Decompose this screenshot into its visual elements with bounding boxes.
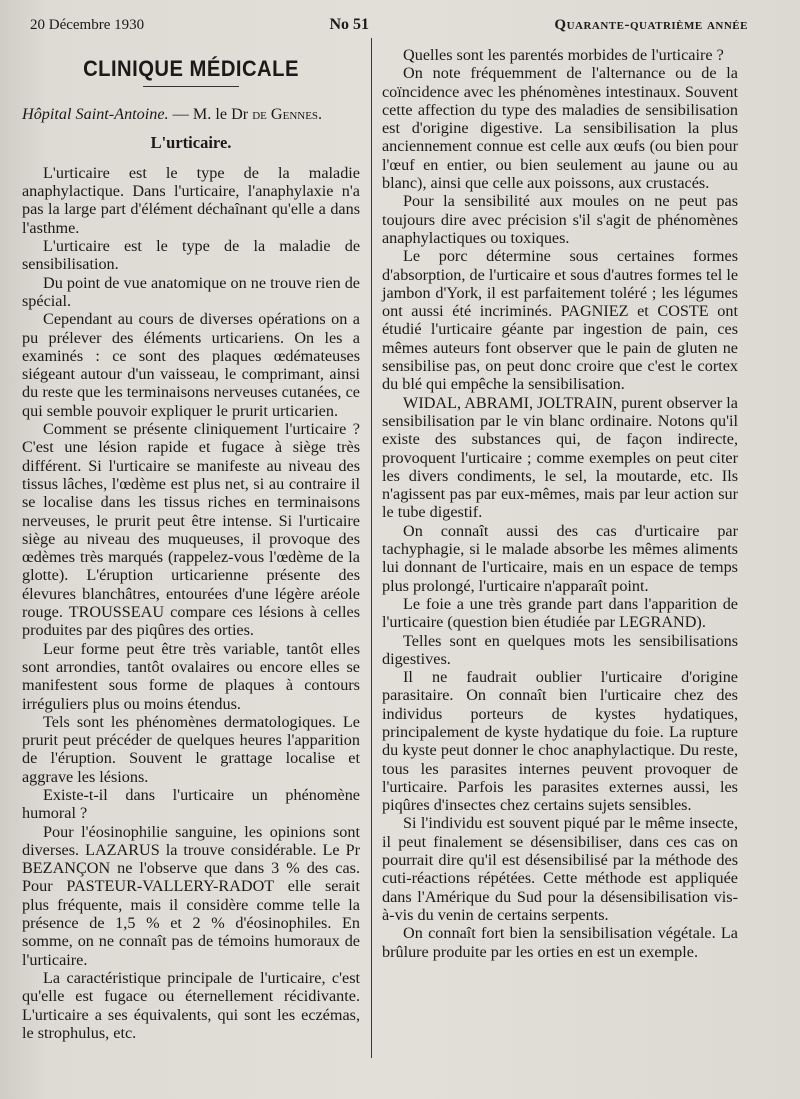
paragraph: Comment se présente cliniquement l'urticaire ? C'est une lésion rapide et fugace à siège très différent. Si l'urticaire se manifeste au niveau des tissus lâches, l'œdème est plus net, si au contraire il se localise dans les tissus riches en terminaisons nerveuses, le prurit peut être intense. Si l'urticaire siège au niveau des muqueuses, il provoque des œdèmes très marqués (rappelez-vous l'œdème de la glotte). L'éruption urticarienne présente des élevures blanchâtres, entourées d'une légère aréole rouge. TROUSSEAU compare ces lésions à celles produites par des piqûres des orties. bbox=[22, 420, 360, 640]
section-title: CLINIQUE MÉDICALE bbox=[83, 56, 299, 81]
paragraph: Il ne faudrait oublier l'urticaire d'origine parasitaire. On connaît bien l'urticaire chez des individus porteurs de kystes hydatiques, principalement de kyste hydatique du foie. La rupture du kyste peut donner le choc anaphylactique. Du reste, tous les parasites internes peuvent provoquer de l'urticaire. Parfois les parasites externes aussi, les piqûres d'insectes chez certains sujets sensibles. bbox=[382, 668, 738, 815]
paragraph: Le foie a une très grande part dans l'apparition de l'urticaire (question bien étudiée par LEGRAND). bbox=[382, 594, 738, 632]
issue-year: Quarante-quatrième année bbox=[554, 16, 748, 33]
right-column bbox=[382, 46, 738, 961]
hospital-byline bbox=[22, 105, 360, 123]
left-column bbox=[22, 46, 360, 1042]
issue-date: 20 Décembre 1930 bbox=[30, 16, 145, 33]
column-divider bbox=[371, 38, 372, 1058]
paragraph: L'urticaire est le type de la maladie anaphylactique. Dans l'urticaire, l'anaphylaxie n'a pas la large part d'élément déchaînant qu'elle a dans l'asthme. bbox=[22, 163, 360, 237]
paragraph: Telles sont en quelques mots les sensibilisations digestives. bbox=[382, 631, 738, 668]
paragraph: WIDAL, ABRAMI, JOLTRAIN, purent observer la sensibilisation par le vin blanc ordinaire. Notons qu'il existe des substances qui, de façon indirecte, provoquent l'urticaire ; comme exemples on peut citer les divers condiments, le sel, la moutarde, etc. Ils n'agissent pas par eux-mêmes, mais par leur action sur le tube digestif. bbox=[382, 393, 738, 522]
paragraph: Pour la sensibilité aux moules on ne peut pas toujours dire avec précision s'il s'agit de phénomènes anaphylactiques ou toxiques. bbox=[382, 192, 738, 247]
hospital-name: Hôpital Saint-Antoine. bbox=[22, 105, 169, 124]
paragraph: Tels sont les phénomènes dermatologiques. Le prurit peut précéder de quelques heures l'apparition de l'éruption. Souvent le grattage localise et aggrave les lésions. bbox=[22, 712, 360, 786]
paragraph: Le porc détermine sous certaines formes d'absorption, de l'urticaire et sous d'autres formes tel le jambon d'York, il est parfaitement toléré ; les légumes ont aussi été incriminés. PAGNIEZ et COSTE ont étudié l'urticaire géante par ingestion de pain, ces mêmes auteurs font observer que le pain de gluten ne sensibilise pas, on peut donc croire que c'est le cortex du blé qui empêche la sensibilisation. bbox=[382, 247, 738, 394]
paragraph: L'urticaire est le type de la maladie de sensibilisation. bbox=[22, 237, 360, 274]
paragraph: On connaît fort bien la sensibilisation végétale. La brûlure produite par les orties en est un exemple. bbox=[382, 924, 738, 961]
paragraph: Cependant au cours de diverses opérations on a pu prélever des éléments urticariens. On les a examinés : ce sont des plaques œdémateuses siégeant autour d'un vaisseau, le comprimant, ainsi du reste que les terminaisons nerveuses cutanées, ce qui semble pouvoir expliquer le prurit urticarien. bbox=[22, 310, 360, 420]
paragraph: La caractéristique principale de l'urticaire, c'est qu'elle est fugace ou éternellement récidivante. L'urticaire a ses équivalents, qui sont les eczémas, le strophulus, etc. bbox=[22, 968, 360, 1042]
paragraph: Leur forme peut être très variable, tantôt elles sont arrondies, tantôt ovalaires ou encore elles se manifestent sous forme de plaques à contours irréguliers plus ou moins étendus. bbox=[22, 639, 360, 713]
issue-number: No 51 bbox=[329, 16, 370, 33]
doctor-title: M. le Dr bbox=[192, 105, 249, 124]
article-title: L'urticaire. bbox=[150, 132, 232, 152]
paragraph: Existe-t-il dans l'urticaire un phénomène humoral ? bbox=[22, 785, 360, 823]
paragraph: Quelles sont les parentés morbides de l'urticaire ? bbox=[403, 46, 724, 64]
page-header bbox=[30, 14, 748, 36]
paragraph: On connaît aussi des cas d'urticaire par tachyphagie, si le malade absorbe les mêmes aliments lui donnant de l'urticaire, mais en un espace de temps plus prolongé, l'urticaire n'apparaît point. bbox=[382, 521, 738, 595]
paragraph: Si l'individu est souvent piqué par le même insecte, il peut finalement se désensibiliser, dans ces cas on pourrait dire qu'il est désensibilisé par la méthode des cuti-réactions répétées. Cette méthode est appliquée dans l'Amérique du Sud pour la désensibilisation vis-à-vis du venin de certains serpents. bbox=[382, 814, 738, 924]
paragraph: On note fréquemment de l'alternance ou de la coïncidence avec les phénomènes intestinaux. Souvent cette affection du type des maladies de sensibilisation est d'origine digestive. La sensibilisation la plus anciennement connue est celle aux œufs (ou bien pour l'œuf en entier, ou bien seulement au jaune ou au blanc), ainsi que celle aux poissons, aux crustacés. bbox=[382, 64, 738, 193]
byline-dash: — bbox=[172, 105, 189, 124]
title-underline bbox=[143, 86, 239, 87]
paragraph: Du point de vue anatomique on ne trouve rien de spécial. bbox=[22, 273, 360, 310]
doctor-name: de Gennes. bbox=[252, 105, 323, 124]
paragraph: Pour l'éosinophilie sanguine, les opinions sont diverses. LAZARUS la trouve considérable. Le Pr BEZANÇON ne l'observe que dans 3 % des cas. Pour PASTEUR-VALLERY-RADOT elle serait plus fréquente, mais il considère comme telle la présence de 1,5 % et 2 % d'éosinophiles. En somme, on ne connaît pas de témoins humoraux de l'urticaire. bbox=[22, 822, 360, 969]
